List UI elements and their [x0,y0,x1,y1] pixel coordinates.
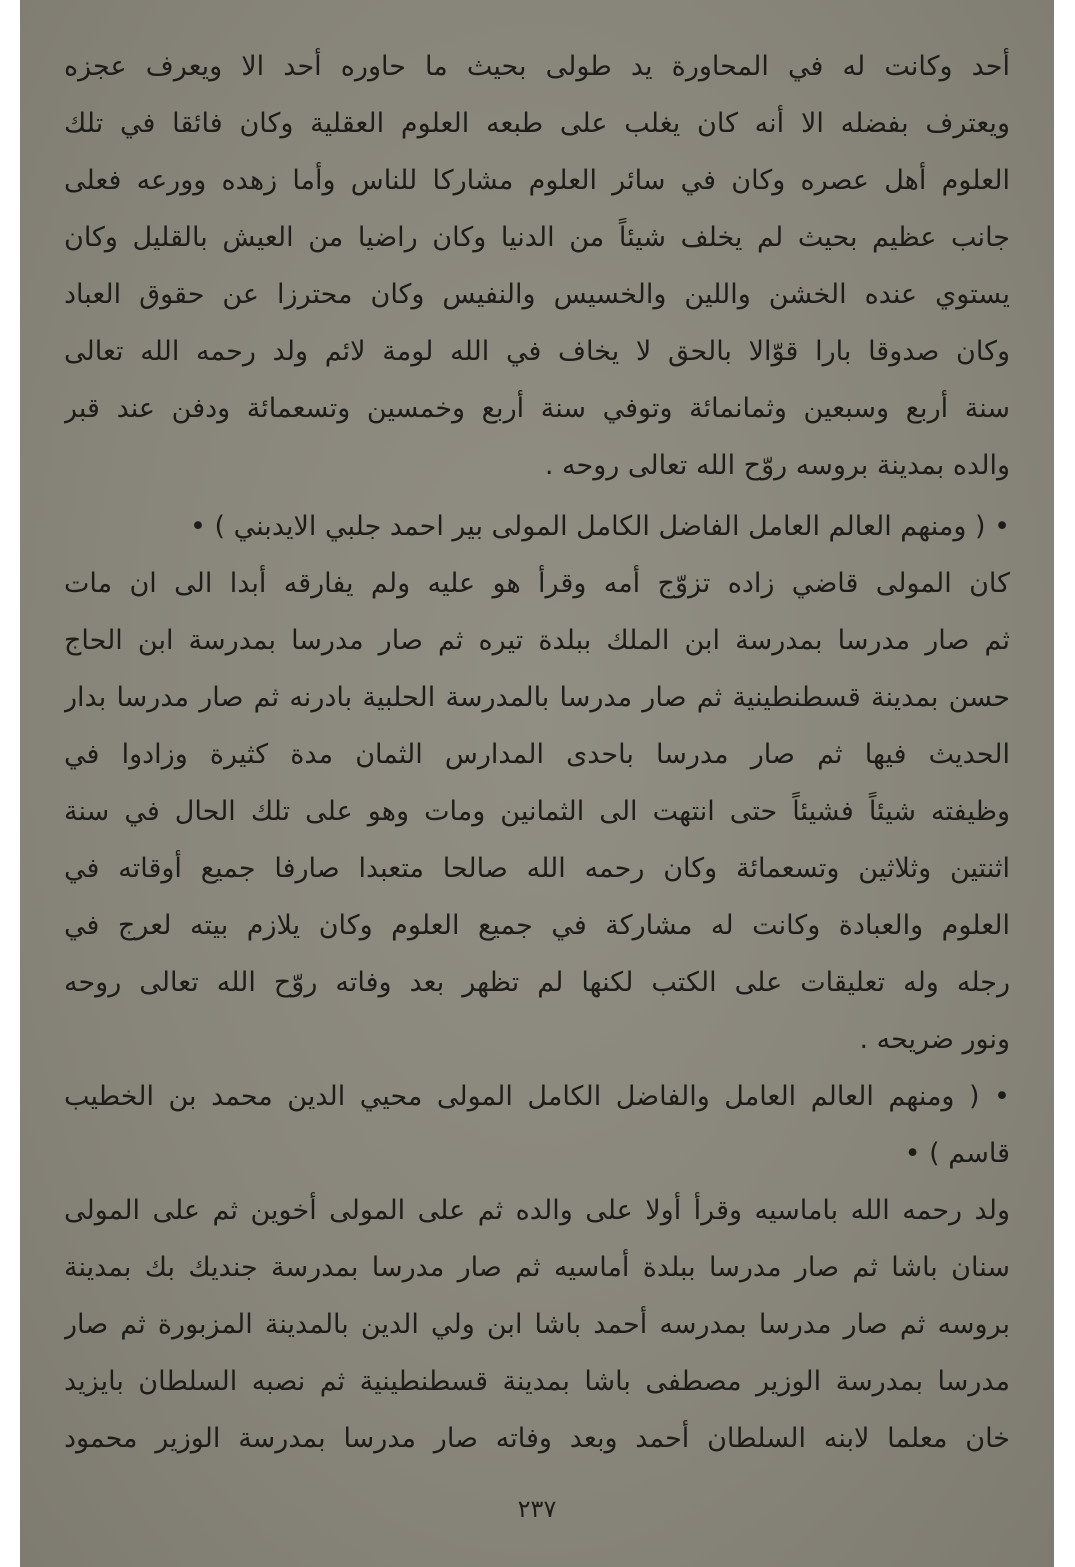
section-2 [64,498,1010,1068]
text-line: وكان صدوقا بارا قوّالا بالحق لا يخاف في الله لومة لائم ولد رحمه الله تعالى [64,336,1010,367]
text-line: كان المولى قاضي زاده تزوّج أمه وقرأ هو عليه ولم يفارقه أبدا الى ان مات [64,568,1010,599]
text-line: جانب عظيم بحيث لم يخلف شيئاً من الدنيا وكان راضيا من العيش بالقليل وكان [64,222,1010,253]
text-line: العلوم والعبادة وكانت له مشاركة في جميع العلوم وكان يلازم بيته لعرج في [64,910,1010,941]
text-line: حسن بمدينة قسطنطينية ثم صار مدرسا بالمدرسة الحلبية بادرنه ثم صار مدرسا بدار [64,682,1010,713]
text-line: العلوم أهل عصره وكان في سائر العلوم مشاركا للناس وأما زهده وورعه فعلى [64,165,1010,196]
text-line: بروسه ثم صار مدرسا بمدرسه أحمد باشا ابن ولي الدين بالمدينة المزبورة ثم صار [64,1309,1010,1340]
text-line: سنان باشا ثم صار مدرسا ببلدة أماسيه ثم صار مدرسا بمدرسة جنديك بك بمدينة [64,1252,1010,1283]
text-line: يستوي عنده الخشن واللين والخسيس والنفيس وكان محترزا عن حقوق العباد [64,279,1010,310]
text-line: اثنتين وثلاثين وتسعمائة وكان رحمه الله صالحا متعبدا صارفا جميع أوقاته في [64,853,1010,884]
text-line: رجله وله تعليقات على الكتب لكنها لم تظهر بعد وفاته روّح الله تعالى روحه [64,967,1010,998]
text-line: وظيفته شيئاً فشيئاً حتى انتهت الى الثمانين ومات وهو على تلك الحال في سنة [64,796,1010,827]
text-line: ثم صار مدرسا بمدرسة ابن الملك ببلدة تيره ثم صار مدرسا بمدرسة ابن الحاج [64,625,1010,656]
text-line: الحديث فيها ثم صار مدرسا باحدى المدارس الثمان مدة كثيرة وزادوا في [64,739,1010,770]
paragraph-1 [64,38,1010,494]
section-heading: قاسم ) • [904,1138,1010,1169]
text-line: خان معلما لابنه السلطان أحمد وبعد وفاته صار مدرسا بمدرسة الوزير محمود [64,1423,1010,1454]
text-line: أحد وكانت له في المحاورة يد طولى بحيث ما حاوره أحد الا ويعرف عجزه [64,51,1010,82]
page-number: ٢٣٧ [517,1495,557,1523]
section-3 [64,1068,1010,1467]
text-line: والده بمدينة بروسه روّح الله تعالى روحه . [544,450,1010,481]
text-line: سنة أربع وسبعين وثمانمائة وتوفي سنة أربع وخمسين وتسعمائة ودفن عند قبر [64,393,1010,424]
text-line: ولد رحمه الله باماسيه وقرأ أولا على والده ثم على المولى أخوين ثم على المولى [64,1195,1010,1226]
section-heading: • ( ومنهم العالم العامل والفاضل الكامل المولى محيي الدين محمد بن الخطيب [64,1081,1010,1112]
text-line: مدرسا بمدرسة الوزير مصطفى باشا بمدينة قسطنطينية ثم نصبه السلطان بايزيد [64,1366,1010,1397]
text-line: ويعترف بفضله الا أنه كان يغلب على طبعه العلوم العقلية وكان فائقا في تلك [64,108,1010,139]
book-page [20,0,1054,1567]
text-line: ونور ضريحه . [859,1024,1010,1055]
section-heading: • ( ومنهم العالم العامل الفاضل الكامل المولى بير احمد جلبي الايدبني ) • [190,511,1010,542]
